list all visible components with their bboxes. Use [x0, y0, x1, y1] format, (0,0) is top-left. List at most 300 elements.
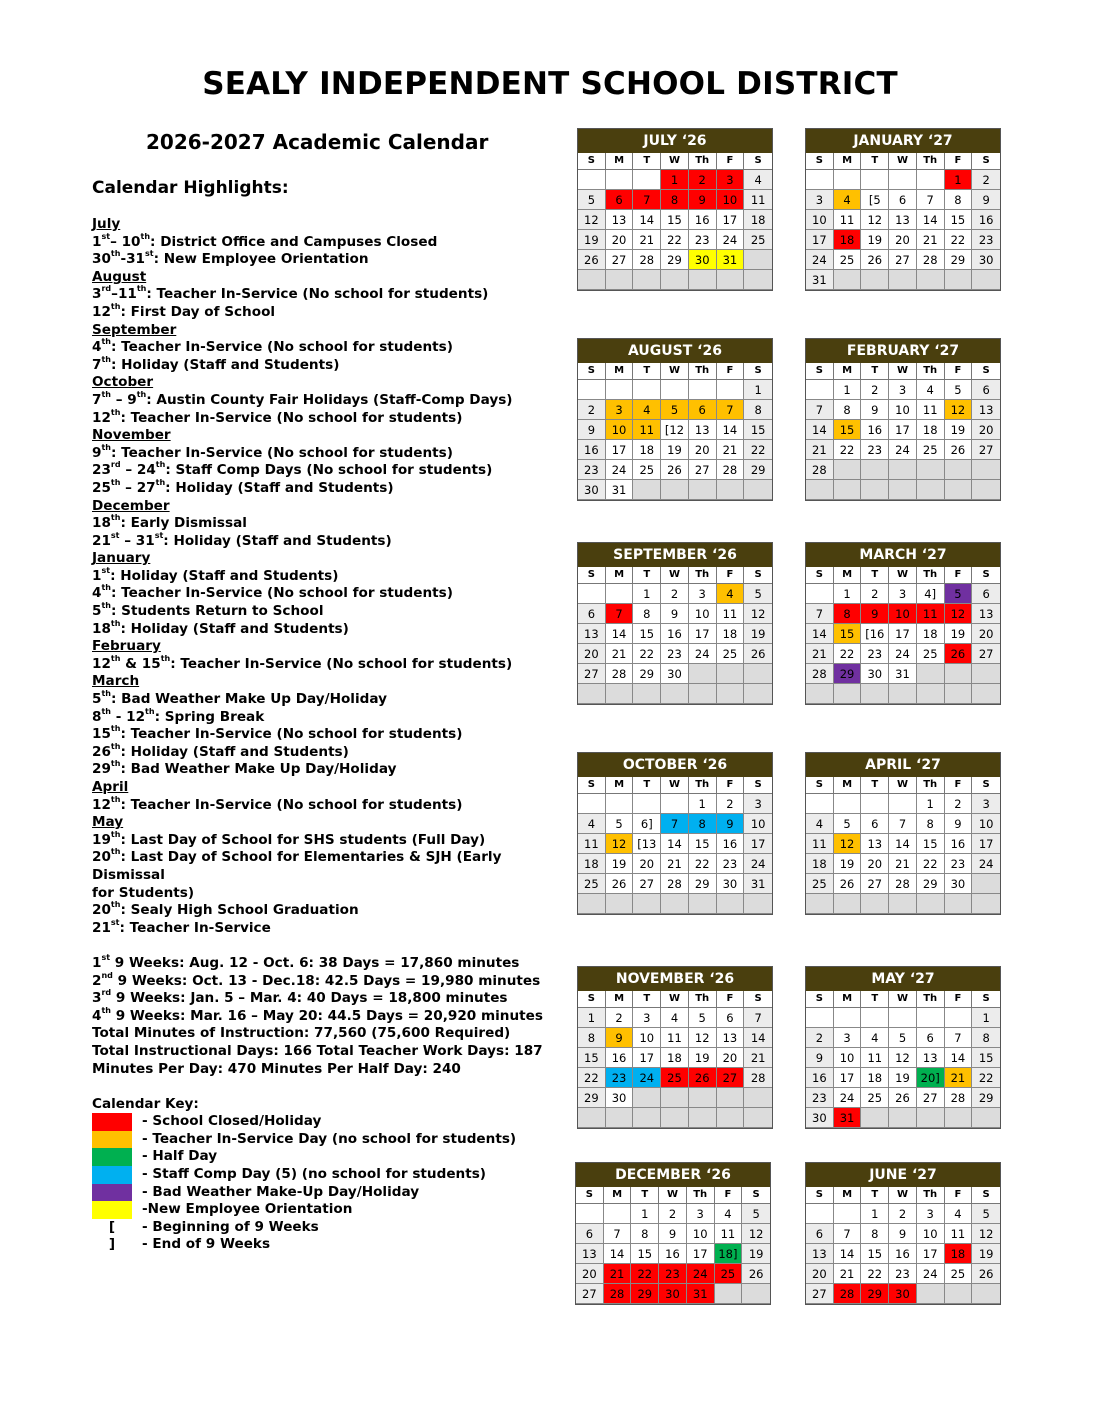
day-cell: 25 [633, 460, 661, 480]
empty-day-cell [889, 684, 917, 704]
day-cell: 30 [689, 250, 717, 270]
day-cell: 13 [578, 624, 606, 644]
day-cell: 23 [889, 1264, 917, 1284]
day-cell: 14 [633, 210, 661, 230]
weekday-header: Th [687, 1187, 715, 1204]
day-cell: 13 [972, 604, 1000, 624]
day-cell: 9 [861, 400, 889, 420]
day-cell: 6 [806, 1224, 834, 1244]
day-cell: 24 [972, 854, 1000, 874]
weekday-header: M [606, 567, 634, 584]
highlight-item [92, 603, 552, 621]
highlight-pre: 4 [92, 1007, 102, 1024]
key-row [92, 1236, 552, 1254]
day-cell: 1 [633, 584, 661, 604]
day-cell: 20 [717, 1048, 745, 1068]
empty-day-cell [633, 170, 661, 190]
day-cell: 12 [972, 1224, 1000, 1244]
day-cell: 18 [744, 210, 772, 230]
day-cell: 26 [744, 644, 772, 664]
empty-day-cell [945, 1284, 973, 1304]
highlight-sup2: th [136, 284, 147, 294]
empty-day-cell [689, 1108, 717, 1128]
highlight-pre: 7 [92, 391, 102, 408]
day-cell: [12 [661, 420, 689, 440]
day-cell: 5 [889, 1028, 917, 1048]
highlight-text: for Students) [92, 884, 195, 901]
empty-day-cell [633, 270, 661, 290]
empty-day-cell [889, 480, 917, 500]
day-cell: 27 [806, 1284, 834, 1304]
highlight-month: January [92, 550, 151, 567]
highlight-item [92, 301, 552, 322]
day-cell: 24 [744, 854, 772, 874]
highlight-sup2: th [155, 460, 166, 470]
empty-day-cell [606, 1108, 634, 1128]
day-cell: 28 [834, 1284, 862, 1304]
empty-day-cell [578, 380, 606, 400]
day-cell: 17 [972, 834, 1000, 854]
key-label: - Beginning of 9 Weeks [142, 1218, 319, 1235]
day-cell: 26 [889, 1088, 917, 1108]
day-cell: 30 [972, 250, 1000, 270]
weekday-header: Th [917, 991, 945, 1008]
day-cell: 13 [689, 420, 717, 440]
day-cell: 14 [744, 1028, 772, 1048]
day-cell: 18 [945, 1244, 973, 1264]
day-cell: 29 [689, 874, 717, 894]
empty-day-cell [744, 684, 772, 704]
day-cell: 2 [661, 584, 689, 604]
day-cell: 9 [578, 420, 606, 440]
day-cell: 19 [606, 854, 634, 874]
weekday-header: S [742, 1187, 770, 1204]
empty-day-cell [717, 664, 745, 684]
day-cell: 15 [917, 834, 945, 854]
day-cell: 11 [917, 400, 945, 420]
highlight-pre: 1 [92, 954, 102, 971]
empty-day-cell [945, 480, 973, 500]
day-cell: 5 [661, 400, 689, 420]
highlight-mid: 9 Weeks: Jan. 5 – Mar. 4: 40 Days = 18,800 minutes [111, 990, 508, 1007]
highlight-item [92, 706, 552, 727]
highlight-sup1: th [110, 653, 121, 663]
day-cell: 1 [744, 380, 772, 400]
empty-day-cell [717, 380, 745, 400]
highlight-sup1: st [101, 952, 111, 962]
day-cell: 18 [861, 1068, 889, 1088]
highlight-sup1: rd [101, 284, 112, 294]
key-row [92, 1184, 552, 1202]
day-cell: 17 [744, 834, 772, 854]
highlight-text: Total Instructional Days: 166 Total Teacher Work Days: 187 [92, 1042, 543, 1059]
highlight-text: : Sealy High School Graduation [120, 902, 359, 919]
day-cell: 23 [861, 644, 889, 664]
day-cell: 12 [578, 210, 606, 230]
highlight-pre: 12 [92, 796, 111, 813]
day-cell: 23 [717, 854, 745, 874]
day-cell: 27 [633, 874, 661, 894]
key-swatch [92, 1201, 132, 1219]
day-cell: 28 [806, 664, 834, 684]
empty-day-cell [834, 480, 862, 500]
empty-day-cell [744, 270, 772, 290]
empty-day-cell [917, 684, 945, 704]
day-cell: 24 [717, 230, 745, 250]
highlight-pre: 21 [92, 532, 111, 549]
weekday-header: F [717, 567, 745, 584]
weekday-header: T [861, 567, 889, 584]
highlight-sup2: th [160, 653, 171, 663]
empty-day-cell [744, 1088, 772, 1108]
highlight-pre: 4 [92, 339, 102, 356]
day-cell: 9 [972, 190, 1000, 210]
day-cell: 23 [661, 644, 689, 664]
day-cell: 5 [972, 1204, 1000, 1224]
empty-day-cell [633, 380, 661, 400]
highlight-pre: 7 [92, 356, 102, 373]
day-cell: 15 [945, 210, 973, 230]
day-cell: 9 [661, 604, 689, 624]
month-header: APRIL ‘27 [806, 753, 1000, 777]
empty-day-cell [806, 1204, 834, 1224]
weekday-header: S [744, 991, 772, 1008]
day-cell: 20 [689, 440, 717, 460]
day-cell: 24 [889, 440, 917, 460]
calendar-key [92, 1113, 552, 1254]
day-cell: 18 [633, 440, 661, 460]
day-cell: 4 [633, 400, 661, 420]
weekday-header: T [861, 777, 889, 794]
key-row [92, 1201, 552, 1219]
day-cell: 24 [633, 1068, 661, 1088]
empty-day-cell [917, 894, 945, 914]
empty-day-cell [917, 170, 945, 190]
day-cell: 18 [806, 854, 834, 874]
empty-day-cell [972, 684, 1000, 704]
weekday-header: T [633, 153, 661, 170]
highlight-item [92, 286, 552, 304]
empty-day-cell [917, 1108, 945, 1128]
highlight-month: November [92, 427, 171, 444]
day-cell: 16 [972, 210, 1000, 230]
day-cell: 8 [861, 1224, 889, 1244]
day-cell: 4 [744, 170, 772, 190]
day-cell: 28 [604, 1284, 632, 1304]
highlight-pre: 1 [92, 233, 102, 250]
day-cell: 21 [604, 1264, 632, 1284]
day-cell: 15 [834, 624, 862, 644]
day-cell: 22 [834, 440, 862, 460]
day-cell: 31 [744, 874, 772, 894]
day-cell: 9 [945, 814, 973, 834]
day-cell: 1 [972, 1008, 1000, 1028]
highlight-sup2: st [154, 530, 164, 540]
day-cell: 29 [834, 664, 862, 684]
highlight-text: : Holiday (Staff and Students) [120, 620, 349, 637]
highlight-pre: 3 [92, 286, 102, 303]
highlight-item [92, 530, 552, 551]
day-cell: 26 [861, 250, 889, 270]
weekday-header: S [576, 1187, 604, 1204]
empty-day-cell [578, 270, 606, 290]
day-cell: 15 [744, 420, 772, 440]
day-cell: 28 [917, 250, 945, 270]
day-cell: 5 [744, 584, 772, 604]
day-cell: 29 [578, 1088, 606, 1108]
day-cell: 2 [972, 170, 1000, 190]
weekday-header: Th [917, 153, 945, 170]
day-cell: 1 [945, 170, 973, 190]
highlight-sup2: st [145, 249, 154, 259]
highlight-month: December [92, 497, 170, 514]
day-cell: 26 [742, 1264, 770, 1284]
calendar-subtitle: 2026-2027 Academic Calendar [146, 130, 489, 154]
highlight-sup2: th [145, 706, 155, 716]
day-cell: 16 [861, 420, 889, 440]
highlight-month: March [92, 673, 140, 690]
day-cell: 18 [578, 854, 606, 874]
day-cell: 30 [606, 1088, 634, 1108]
highlight-sup1: th [110, 724, 121, 734]
day-cell: 23 [806, 1088, 834, 1108]
day-cell: 22 [945, 230, 973, 250]
empty-day-cell [606, 170, 634, 190]
key-swatch [92, 1113, 132, 1131]
day-cell: 6 [889, 190, 917, 210]
empty-day-cell [917, 270, 945, 290]
day-cell: 18 [661, 1048, 689, 1068]
day-cell: 27 [917, 1088, 945, 1108]
day-cell: 22 [633, 644, 661, 664]
day-cell: 20 [861, 854, 889, 874]
day-cell: 10 [606, 420, 634, 440]
empty-day-cell [834, 894, 862, 914]
weekday-header: W [889, 777, 917, 794]
highlight-pre: 4 [92, 585, 102, 602]
day-cell: 23 [972, 230, 1000, 250]
highlight-mid: & 15 [120, 655, 161, 672]
empty-day-cell [633, 480, 661, 500]
day-cell: 8 [661, 190, 689, 210]
day-cell: 3 [917, 1204, 945, 1224]
empty-day-cell [633, 894, 661, 914]
day-cell: 26 [578, 250, 606, 270]
month-calendar [575, 1162, 771, 1305]
month-header: DECEMBER ‘26 [576, 1163, 770, 1187]
highlight-pre: 26 [92, 743, 111, 760]
day-cell: 15 [972, 1048, 1000, 1068]
highlight-month: July [92, 216, 121, 232]
day-cell: 11 [806, 834, 834, 854]
highlight-item [92, 354, 552, 375]
month-calendar [805, 966, 1001, 1129]
empty-day-cell [917, 460, 945, 480]
weekday-header: S [744, 363, 772, 380]
highlight-mid: 9 Weeks: Oct. 13 - Dec.18: 42.5 Days = 19,980 minutes [112, 972, 541, 989]
highlight-month: April [92, 779, 129, 795]
day-cell: 1 [689, 794, 717, 814]
day-cell: 16 [945, 834, 973, 854]
highlight-text: Minutes Per Day: 470 Minutes Per Half Day: 240 [92, 1060, 461, 1077]
weekday-header: S [806, 363, 834, 380]
month-grid [578, 363, 772, 500]
day-cell: 22 [917, 854, 945, 874]
day-cell: 21 [917, 230, 945, 250]
empty-day-cell [689, 380, 717, 400]
day-cell: 17 [834, 1068, 862, 1088]
highlight-pre: 15 [92, 726, 111, 743]
day-cell: 19 [972, 1244, 1000, 1264]
weekday-header: S [972, 1187, 1000, 1204]
day-cell: 26 [661, 460, 689, 480]
month-grid [578, 777, 772, 914]
highlight-sup2: th [136, 389, 147, 399]
day-cell: 31 [806, 270, 834, 290]
day-cell: 7 [744, 1008, 772, 1028]
month-header: JULY ‘26 [578, 129, 772, 153]
day-cell: 14 [606, 624, 634, 644]
highlight-sup1: st [101, 231, 111, 241]
highlight-sup1: st [101, 565, 111, 575]
empty-day-cell [861, 1008, 889, 1028]
day-cell: 25 [744, 230, 772, 250]
day-cell: 27 [717, 1068, 745, 1088]
highlight-text: : Students Return to School [111, 603, 324, 620]
weekday-header: S [972, 363, 1000, 380]
day-cell: 25 [861, 1088, 889, 1108]
highlight-mid: –11 [111, 286, 137, 303]
empty-day-cell [689, 894, 717, 914]
empty-day-cell [917, 1008, 945, 1028]
day-cell: 29 [631, 1284, 659, 1304]
empty-day-cell [606, 584, 634, 604]
day-cell: 3 [633, 1008, 661, 1028]
day-cell: 2 [806, 1028, 834, 1048]
month-grid [806, 567, 1000, 704]
day-cell: 7 [806, 400, 834, 420]
day-cell: 14 [717, 420, 745, 440]
day-cell: 3 [744, 794, 772, 814]
highlight-sup1: th [101, 354, 111, 364]
day-cell: 4 [834, 190, 862, 210]
key-label: - Staff Comp Day (5) (no school for students) [142, 1166, 487, 1183]
day-cell: 1 [631, 1204, 659, 1224]
day-cell: 2 [889, 1204, 917, 1224]
empty-day-cell [889, 894, 917, 914]
weekday-header: W [659, 1187, 687, 1204]
day-cell: 7 [633, 190, 661, 210]
day-cell: 14 [806, 420, 834, 440]
day-cell: 7 [889, 814, 917, 834]
day-cell: 11 [717, 604, 745, 624]
day-cell: 26 [689, 1068, 717, 1088]
empty-day-cell [606, 270, 634, 290]
highlight-pre: 1 [92, 567, 102, 584]
day-cell: 22 [861, 1264, 889, 1284]
day-cell: 14 [604, 1244, 632, 1264]
day-cell: 12 [834, 834, 862, 854]
day-cell: 19 [689, 1048, 717, 1068]
weekday-header: T [633, 363, 661, 380]
day-cell: 3 [717, 170, 745, 190]
empty-day-cell [972, 270, 1000, 290]
district-title: SEALY INDEPENDENT SCHOOL DISTRICT [202, 66, 898, 102]
highlight-text: : Teacher In-Service (No school for students) [170, 655, 513, 672]
empty-day-cell [744, 250, 772, 270]
day-cell: 22 [631, 1264, 659, 1284]
highlight-text: : New Employee Orientation [153, 251, 369, 268]
day-cell: 6 [972, 584, 1000, 604]
day-cell: 29 [945, 250, 973, 270]
weekday-header: W [889, 153, 917, 170]
empty-day-cell [661, 894, 689, 914]
weekday-header: T [631, 1187, 659, 1204]
highlight-item [92, 251, 552, 269]
day-cell: 16 [659, 1244, 687, 1264]
weekday-header: S [578, 363, 606, 380]
day-cell: 18 [917, 420, 945, 440]
day-cell: 23 [606, 1068, 634, 1088]
day-cell: 19 [661, 440, 689, 460]
highlight-sup1: th [110, 301, 121, 311]
highlight-sup1: st [110, 917, 120, 927]
weekday-header: W [661, 363, 689, 380]
day-cell: 19 [742, 1244, 770, 1264]
day-cell: 27 [972, 644, 1000, 664]
day-cell: 2 [689, 170, 717, 190]
key-row [92, 1148, 552, 1166]
day-cell: 24 [687, 1264, 715, 1284]
highlight-pre: 25 [92, 479, 111, 496]
highlight-sup1: th [110, 794, 121, 804]
highlight-item [92, 952, 552, 973]
weekday-header: F [945, 567, 973, 584]
day-cell: 7 [604, 1224, 632, 1244]
highlight-text: : Teacher In-Service [119, 919, 271, 936]
highlight-item [92, 231, 552, 252]
key-swatch [92, 1166, 132, 1184]
weekday-header: T [861, 153, 889, 170]
day-cell: 3 [972, 794, 1000, 814]
weekday-header: F [717, 363, 745, 380]
highlight-sup1: th [110, 759, 121, 769]
month-grid [806, 991, 1000, 1128]
day-cell: 31 [889, 664, 917, 684]
highlight-text: Total Minutes of Instruction: 77,560 (75,600 Required) [92, 1025, 511, 1042]
weekday-header: M [834, 777, 862, 794]
key-label: - End of 9 Weeks [142, 1236, 271, 1253]
highlight-pre: 12 [92, 303, 111, 320]
highlight-item [92, 917, 552, 938]
highlight-text: : Austin County Fair Holidays (Staff-Comp Days) [146, 391, 513, 408]
empty-day-cell [717, 1088, 745, 1108]
day-cell: 14 [834, 1244, 862, 1264]
empty-day-cell [633, 794, 661, 814]
empty-day-cell [806, 794, 834, 814]
highlight-item [92, 565, 552, 586]
day-cell: 26 [945, 644, 973, 664]
day-cell: 30 [945, 874, 973, 894]
highlight-pre: 23 [92, 462, 111, 479]
month-grid [806, 1187, 1000, 1304]
day-cell: 1 [917, 794, 945, 814]
highlight-text: : Holiday (Staff and Students) [165, 479, 394, 496]
highlight-item [92, 585, 552, 603]
highlight-pre: 30 [92, 251, 111, 268]
day-cell: 4 [945, 1204, 973, 1224]
highlight-text: : Spring Break [154, 708, 265, 725]
